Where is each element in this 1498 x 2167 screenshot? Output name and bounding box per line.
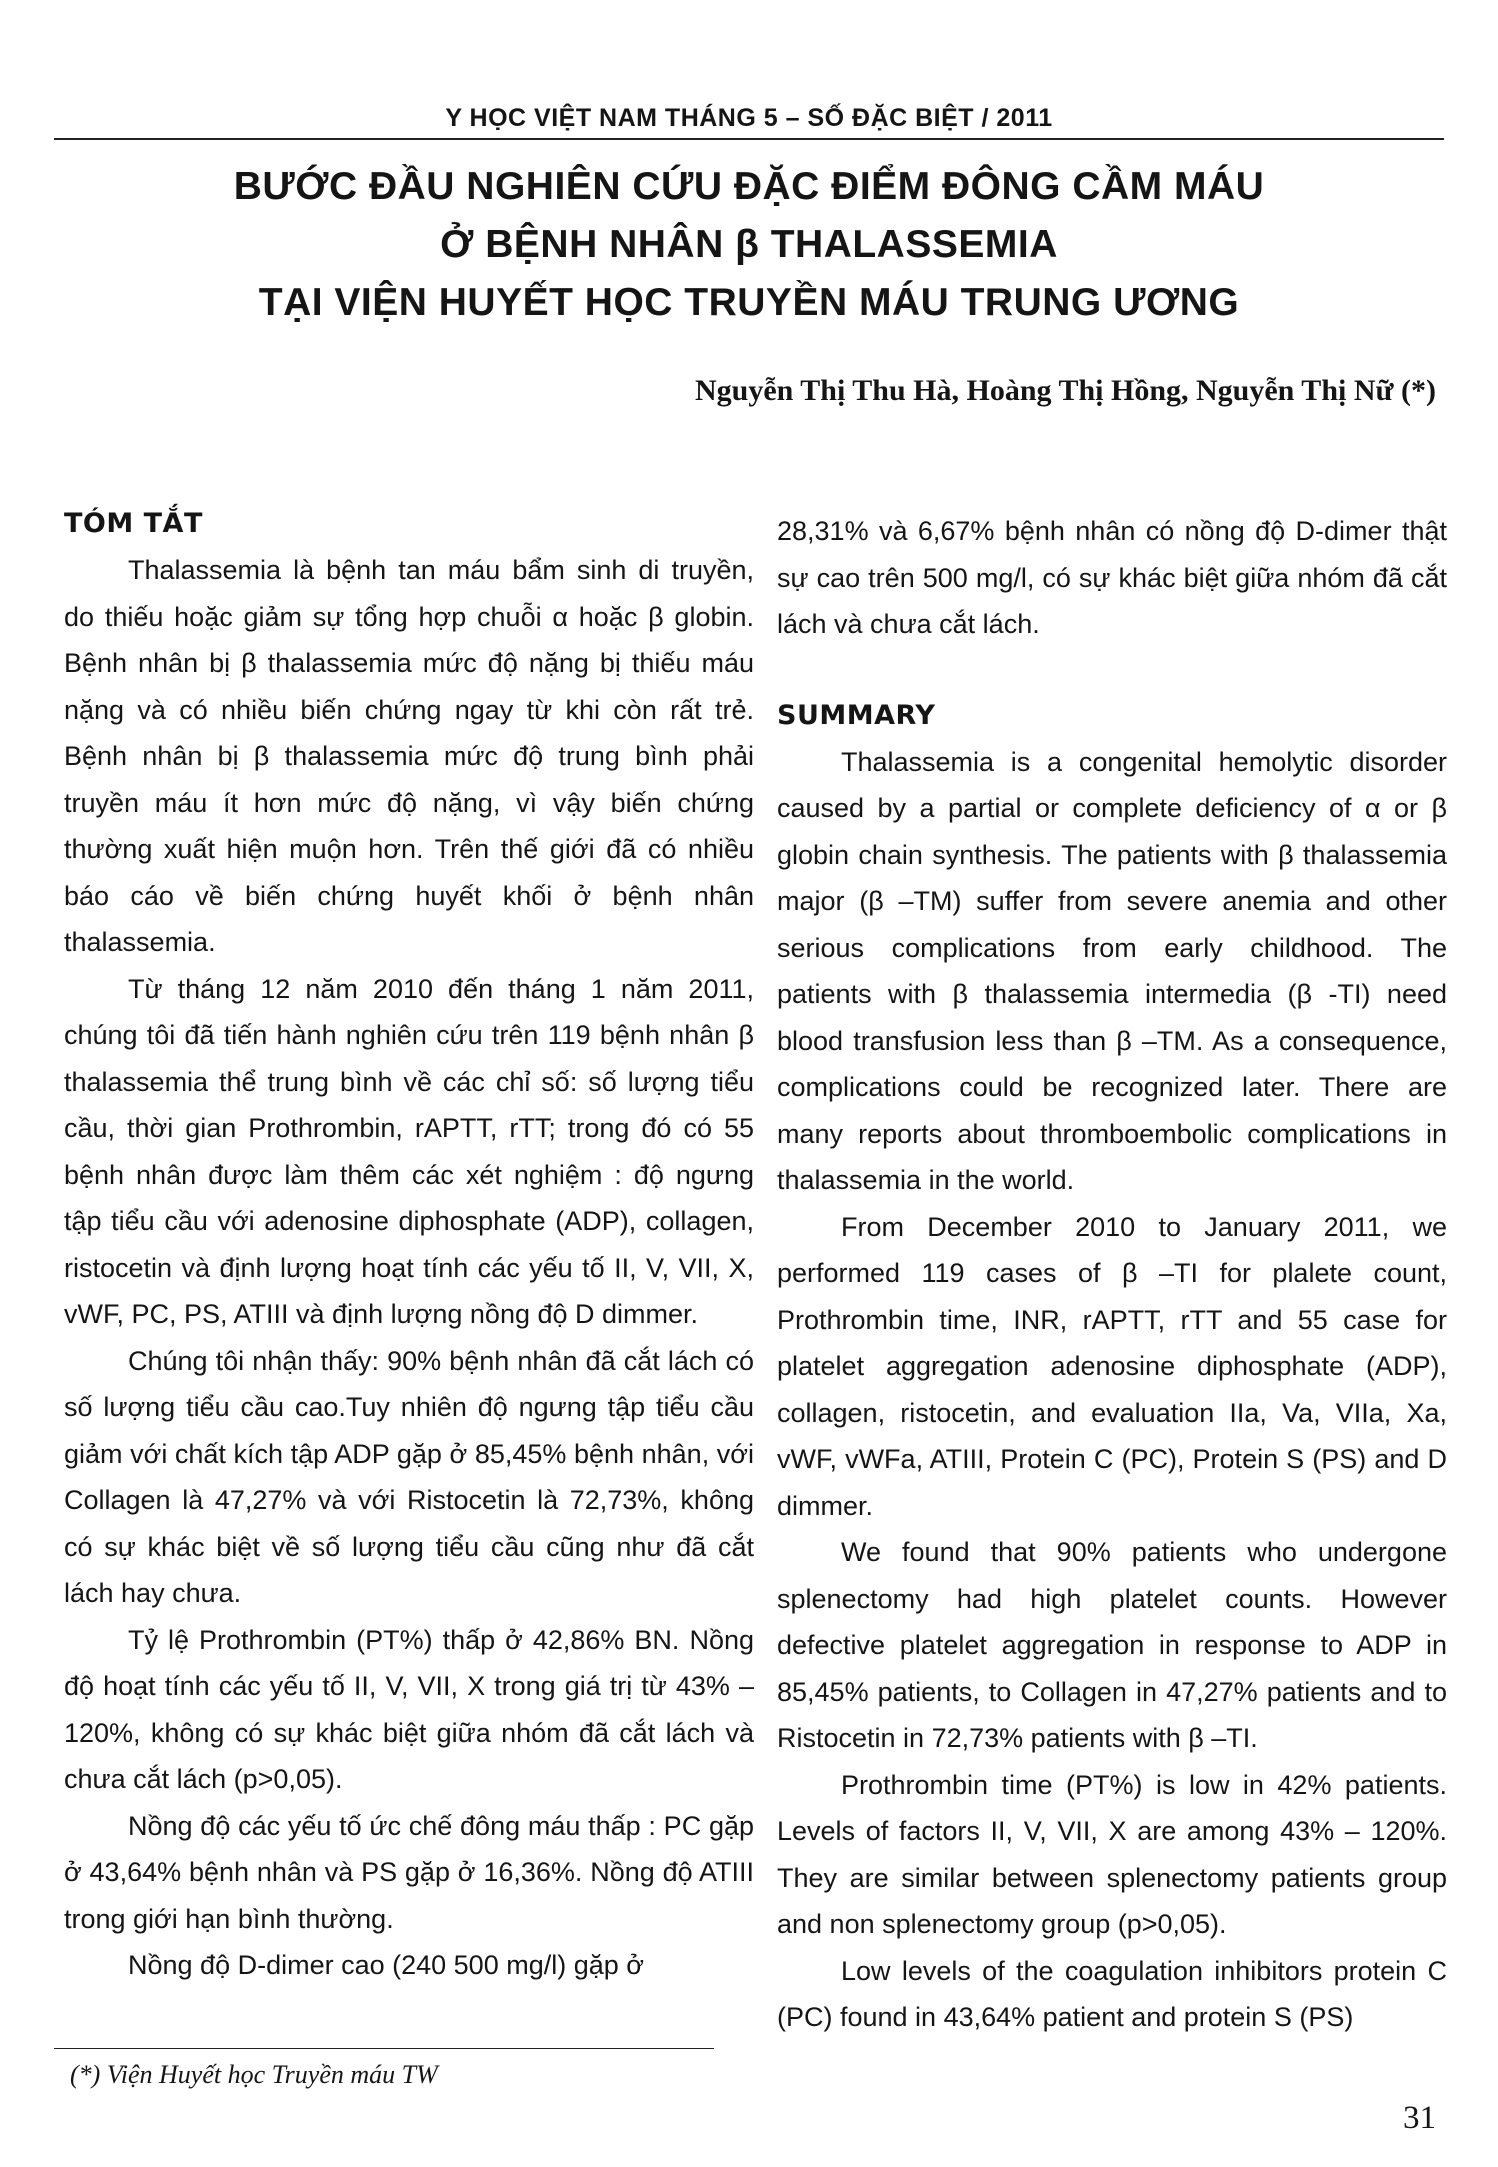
article-title [0,158,1498,332]
header-divider [54,138,1444,140]
title-line-3: TẠI VIỆN HUYẾT HỌC TRUYỀN MÁU TRUNG ƯƠNG [258,281,1240,324]
author-list: Nguyễn Thị Thu Hà, Hoàng Thị Hồng, Nguyễn Thị Nữ (*) [694,374,1436,407]
title-line-1: BƯỚC ĐẦU NGHIÊN CỨU ĐẶC ĐIỂM ĐÔNG CẦM MÁU [233,165,1265,208]
footnote-divider [54,2048,714,2049]
summary-paragraph: Thalassemia is a congenital hemolytic disorder caused by a partial or complete deficiency of α or β globin chain synthesis. The patients with β thalassemia major (β –TM) suffer from severe anemia and other serious complications from early childhood. The patients with β thalassemia intermedia (β -TI) need blood transfusion less than β –TM. As a consequence, complications could be recognized later. There are many reports about thromboembolic complications in thalassemia in the world. [777,746,1447,1195]
section-gap [777,648,1447,700]
left-column [64,508,754,1989]
summary-paragraph: Prothrombin time (PT%) is low in 42% patients. Levels of factors II, V, VII, X are among 43% – 120%. They are similar between splenectomy patients group and non splenectomy group (p>0,05). [777,1769,1447,1939]
abstract-vi-continuation: 28,31% và 6,67% bệnh nhân có nồng độ D-dimer thật sự cao trên 500 mg/l, có sự khác biệt giữa nhóm đã cắt lách và chưa cắt lách. [777,516,1447,639]
summary-heading: SUMMARY [777,699,936,731]
abstract-vi-paragraph: Nồng độ D-dimer cao (240 500 mg/l) gặp ở [128,1950,644,1980]
summary-paragraph: We found that 90% patients who undergone splenectomy had high platelet counts. However defective platelet aggregation in response to ADP in 85,45% patients, to Collagen in 47,27% patients and to Ristocetin in 72,73% patients with β –TI. [777,1537,1447,1753]
abstract-vi-paragraph: Từ tháng 12 năm 2010 đến tháng 1 năm 2011, chúng tôi đã tiến hành nghiên cứu trên 119 bệnh nhân β thalassemia thể trung bình về các chỉ số: số lượng tiểu cầu, thời gian Prothrombin, rAPTT, rTT; trong đó có 55 bệnh nhân được làm thêm các xét nghiệm : độ ngưng tập tiểu cầu với adenosine diphosphate (ADP), collagen, ristocetin và định lượng hoạt tính các yếu tố II, V, VII, X, vWF, PC, PS, ATIII và định lượng nồng độ D dimmer. [64,973,754,1329]
title-line-2: Ở BỆNH NHÂN β THALASSEMIA [440,223,1058,266]
abstract-vi-heading: TÓM TẮT [64,508,203,539]
abstract-vi-paragraph: Chúng tôi nhận thấy: 90% bệnh nhân đã cắt lách có số lượng tiểu cầu cao.Tuy nhiên độ ngưng tập tiểu cầu giảm với chất kích tập ADP gặp ở 85,45% bệnh nhân, với Collagen là 47,27% và với Ristocetin là 72,73%, không có sự khác biệt về số lượng tiểu cầu cũng như đã cắt lách hay chưa. [64,1345,754,1608]
affiliation-footnote: (*) Viện Huyết học Truyền máu TW [70,2060,438,2089]
abstract-vi-paragraph: Nồng độ các yếu tố ức chế đông máu thấp : PC gặp ở 43,64% bệnh nhân và PS gặp ở 16,36%. Nồng độ ATIII trong giới hạn bình thường. [64,1810,754,1934]
abstract-vi-paragraph: Tỷ lệ Prothrombin (PT%) thấp ở 42,86% BN. Nồng độ hoạt tính các yếu tố II, V, VII, X trong giá trị từ 43% – 120%, không có sự khác biệt giữa nhóm đã cắt lách và chưa cắt lách (p>0,05). [64,1624,754,1794]
journal-header: Y HỌC VIỆT NAM THÁNG 5 – SỐ ĐẶC BIỆT / 2011 [445,104,1053,132]
summary-paragraph: From December 2010 to January 2011, we performed 119 cases of β –TI for plalete count, Prothrombin time, INR, rAPTT, rTT and 55 case for platelet aggregation adenosine diphosphate (ADP), collagen, ristocetin, and evaluation IIa, Va, VIIa, Xa, vWF, vWFa, ATIII, Protein C (PC), Protein S (PS) and D dimmer. [777,1211,1447,1521]
summary-paragraph: Low levels of the coagulation inhibitors protein C (PC) found in 43,64% patient and protein S (PS) [777,1955,1447,2032]
abstract-vi-paragraph: Thalassemia là bệnh tan máu bẩm sinh di truyền, do thiếu hoặc giảm sự tổng hợp chuỗi α hoặc β globin. Bệnh nhân bị β thalassemia mức độ nặng bị thiếu máu nặng và có nhiều biến chứng ngay từ khi còn rất trẻ. Bệnh nhân bị β thalassemia mức độ trung bình phải truyền máu ít hơn mức độ nặng, vì vậy biến chứng thường xuất hiện muộn hơn. Trên thế giới đã có nhiều báo cáo về biến chứng huyết khối ở bệnh nhân thalassemia. [64,555,754,957]
right-column [777,508,1447,2041]
page-number: 31 [1403,2100,1436,2136]
